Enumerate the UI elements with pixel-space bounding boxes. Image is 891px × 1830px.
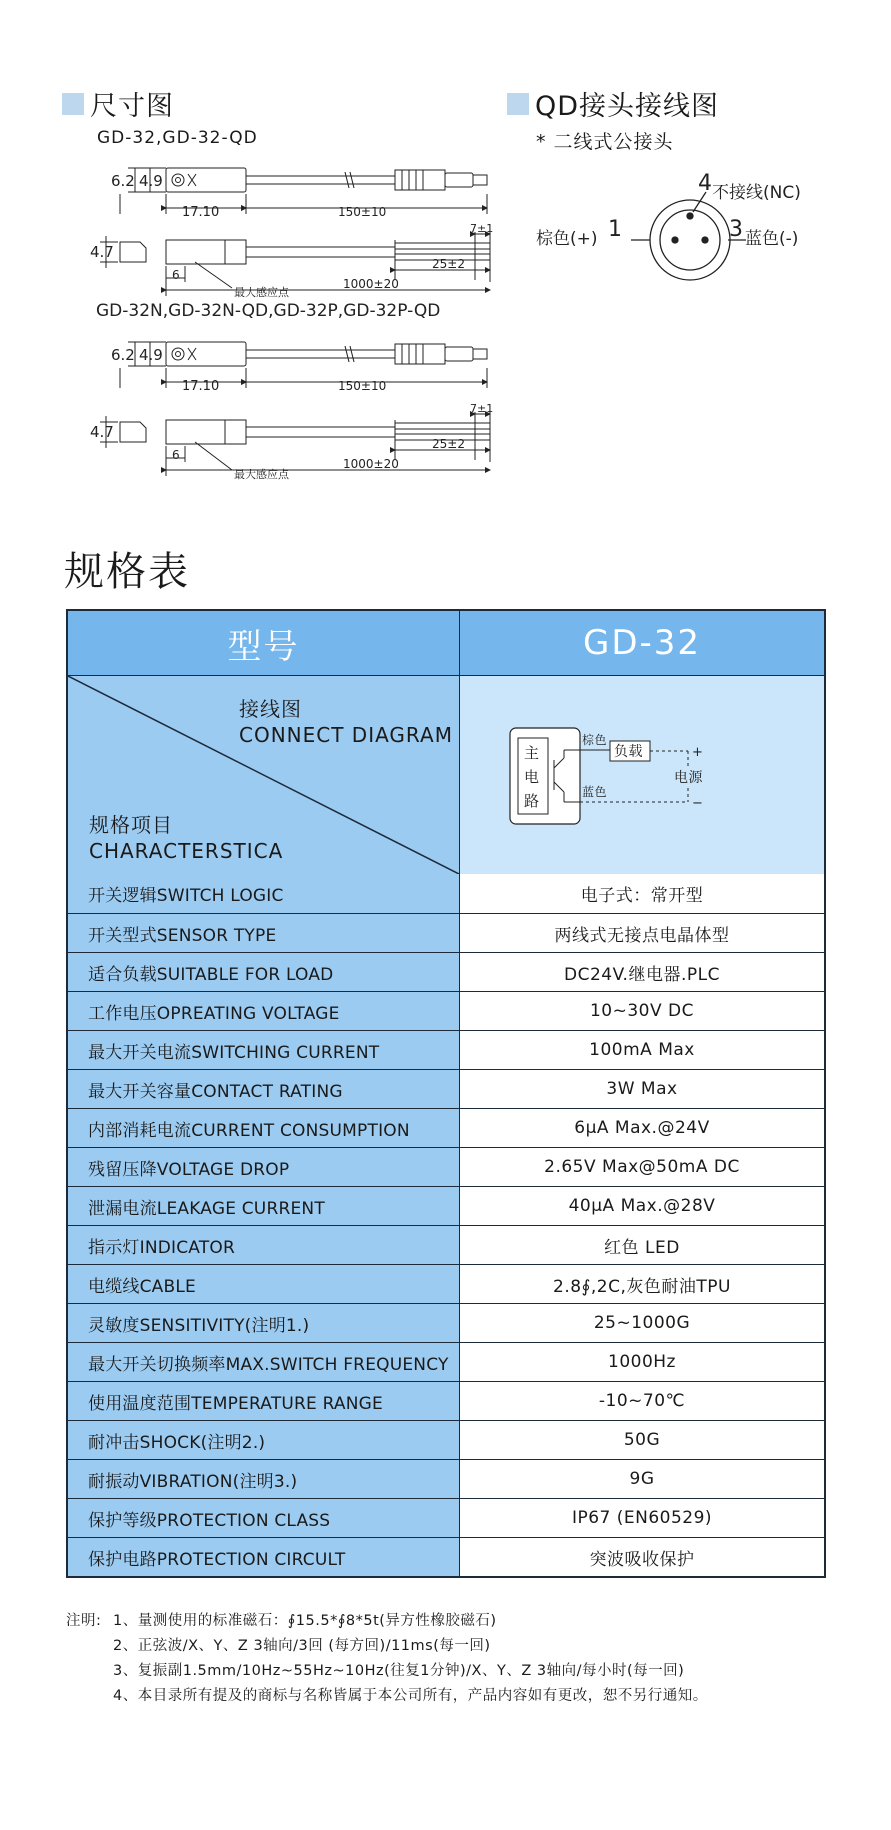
dim-25-b: 25±2 <box>432 437 465 451</box>
table-row <box>68 874 824 913</box>
max-point-b: 最大感应点 <box>234 468 289 481</box>
spec-label: 保护等级PROTECTION CLASS <box>68 1499 460 1537</box>
circuit-brown: 棕色 <box>582 733 608 747</box>
spec-label: 泄漏电流LEAKAGE CURRENT <box>68 1187 460 1225</box>
spec-label: 开关逻辑SWITCH LOGIC <box>68 874 460 913</box>
table-header-row <box>68 611 824 675</box>
circuit-minus: − <box>692 796 704 811</box>
dim-150: 150±10 <box>338 205 387 219</box>
table-row <box>68 1147 824 1186</box>
table-row <box>68 1342 824 1381</box>
table-row <box>68 1459 824 1498</box>
note-line-1 <box>66 1609 708 1634</box>
spec-value: 电子式：常开型 <box>460 874 824 913</box>
model-a-label: GD-32,GD-32-QD <box>97 128 258 148</box>
spec-value: 6μA Max.@24V <box>460 1109 824 1147</box>
pin1-number: 1 <box>608 217 622 242</box>
table-row <box>68 1225 824 1264</box>
table-row <box>68 1264 824 1303</box>
spec-value: 2.8∮,2C,灰色耐油TPU <box>460 1265 824 1303</box>
table-row <box>68 1537 824 1576</box>
circuit-main-2: 电 <box>524 768 540 786</box>
dim-150-b: 150±10 <box>338 379 387 393</box>
drawing-a-top <box>120 168 487 214</box>
notes-prefix: 注明: <box>66 1613 102 1629</box>
circuit-diagram <box>492 710 792 840</box>
pin1-label: 棕色(+) <box>536 229 598 249</box>
dim-17-10-b: 17.10 <box>182 379 220 394</box>
qd-title: QD接头接线图 <box>535 91 720 122</box>
circuit-power: 电源 <box>674 770 703 786</box>
spec-value: 3W Max <box>460 1070 824 1108</box>
header-model-value: GD-32 <box>460 611 824 675</box>
note-text-1: 1、量测使用的标准磁石：∮15.5*∮8*5t(异方性橡胶磁石) <box>113 1613 497 1629</box>
table-row <box>68 1069 824 1108</box>
table-row <box>68 1381 824 1420</box>
spec-label: 最大开关容量CONTACT RATING <box>68 1070 460 1108</box>
characteristic-label-cn: 规格项目 <box>89 813 173 837</box>
table-row <box>68 1108 824 1147</box>
spec-value: 两线式无接点电晶体型 <box>460 914 824 952</box>
max-point-a: 最大感应点 <box>234 286 289 299</box>
spec-label: 灵敏度SENSITIVITY(注明1.) <box>68 1304 460 1342</box>
spec-label: 残留压降VOLTAGE DROP <box>68 1148 460 1186</box>
spec-value: -10~70℃ <box>460 1382 824 1420</box>
circuit-blue: 蓝色 <box>582 785 608 799</box>
spec-value: 40μA Max.@28V <box>460 1187 824 1225</box>
spec-value: IP67 (EN60529) <box>460 1499 824 1537</box>
circuit-load: 负载 <box>614 744 643 760</box>
table-row <box>68 991 824 1030</box>
spec-label: 指示灯INDICATOR <box>68 1226 460 1264</box>
table-row <box>68 952 824 991</box>
notes <box>66 1609 708 1709</box>
spec-label: 最大开关切换频率MAX.SWITCH FREQUENCY <box>68 1343 460 1381</box>
spec-value: 突波吸收保护 <box>460 1538 824 1576</box>
spec-label: 使用温度范围TEMPERATURE RANGE <box>68 1382 460 1420</box>
spec-label: 电缆线CABLE <box>68 1265 460 1303</box>
pin3-number: 3 <box>729 217 743 242</box>
diagram-label <box>239 696 453 748</box>
drawing-b-top <box>120 342 487 388</box>
dim-4-7: 4.7 <box>90 243 114 261</box>
dim-6-b: 6 <box>172 448 180 462</box>
spec-label: 适合负载SUITABLE FOR LOAD <box>68 953 460 991</box>
dimension-drawings <box>0 0 891 500</box>
characteristic-label <box>89 812 283 864</box>
spec-value: 2.65V Max@50mA DC <box>460 1148 824 1186</box>
dim-7-b: 7±1 <box>470 402 494 415</box>
spec-label: 最大开关电流SWITCHING CURRENT <box>68 1031 460 1069</box>
table-row <box>68 1030 824 1069</box>
model-b-label: GD-32N,GD-32N-QD,GD-32P,GD-32P-QD <box>96 301 441 321</box>
characteristic-label-en: CHARACTERSTICA <box>89 839 284 863</box>
dim-6-2: 6.2 <box>111 172 135 190</box>
dim-4-9-b: 4.9 <box>139 346 163 364</box>
dim-7: 7±1 <box>470 222 494 235</box>
spec-label: 保护电路PROTECTION CIRCULT <box>68 1538 460 1576</box>
spec-label: 耐振动VIBRATION(注明3.) <box>68 1460 460 1498</box>
spec-label: 内部消耗电流CURRENT CONSUMPTION <box>68 1109 460 1147</box>
spec-value: 50G <box>460 1421 824 1459</box>
dim-6: 6 <box>172 268 180 282</box>
table-diagram-row <box>68 675 824 874</box>
note-text-3: 3、复振副1.5mm/10Hz~55Hz~10Hz(往复1分钟)/X、Y、Z 3轴向/每小时(每一回) <box>113 1663 685 1679</box>
table-row <box>68 1303 824 1342</box>
spec-value: 100mA Max <box>460 1031 824 1069</box>
circuit-main-1: 主 <box>524 744 540 762</box>
dimension-title: 尺寸图 <box>90 91 174 122</box>
dim-4-9: 4.9 <box>139 172 163 190</box>
spec-value: DC24V.继电器.PLC <box>460 953 824 991</box>
dim-17-10: 17.10 <box>182 205 220 220</box>
spec-label: 耐冲击SHOCK(注明2.) <box>68 1421 460 1459</box>
spec-table <box>66 609 826 1578</box>
spec-value: 9G <box>460 1460 824 1498</box>
spec-title: 规格表 <box>64 549 190 595</box>
pin4-number: 4 <box>698 171 712 196</box>
diagram-label-en: CONNECT DIAGRAM <box>239 723 453 747</box>
header-model: 型号 <box>68 611 460 675</box>
circuit-plus: + <box>692 745 704 760</box>
note-text-4: 4、本目录所有提及的商标与名称皆属于本公司所有，产品内容如有更改，恕不另行通知。 <box>113 1688 708 1704</box>
diagram-label-cn: 接线图 <box>239 697 302 721</box>
spec-value: 25~1000G <box>460 1304 824 1342</box>
spec-label: 工作电压OPREATING VOLTAGE <box>68 992 460 1030</box>
dim-1000-b: 1000±20 <box>343 457 399 471</box>
dim-1000: 1000±20 <box>343 277 399 291</box>
dim-4-7-b: 4.7 <box>90 423 114 441</box>
pin4-label: 不接线(NC) <box>712 183 801 203</box>
note-text-2: 2、正弦波/X、Y、Z 3轴向/3回 (每方回)/11ms(每一回) <box>113 1638 491 1654</box>
pin3-label: 蓝色(-) <box>745 229 799 249</box>
spec-value: 1000Hz <box>460 1343 824 1381</box>
spec-label: 开关型式SENSOR TYPE <box>68 914 460 952</box>
table-row <box>68 1420 824 1459</box>
diagonal-header-cell <box>68 676 460 874</box>
qd-subtitle: * 二线式公接头 <box>536 131 674 153</box>
table-row <box>68 1498 824 1537</box>
spec-rows <box>68 874 824 1576</box>
table-row <box>68 1186 824 1225</box>
spec-value: 10~30V DC <box>460 992 824 1030</box>
dim-25: 25±2 <box>432 257 465 271</box>
spec-value: 红色 LED <box>460 1226 824 1264</box>
dim-6-2-b: 6.2 <box>111 346 135 364</box>
circuit-main-3: 路 <box>524 792 540 810</box>
circuit-diagram-cell <box>460 676 824 874</box>
table-row <box>68 913 824 952</box>
